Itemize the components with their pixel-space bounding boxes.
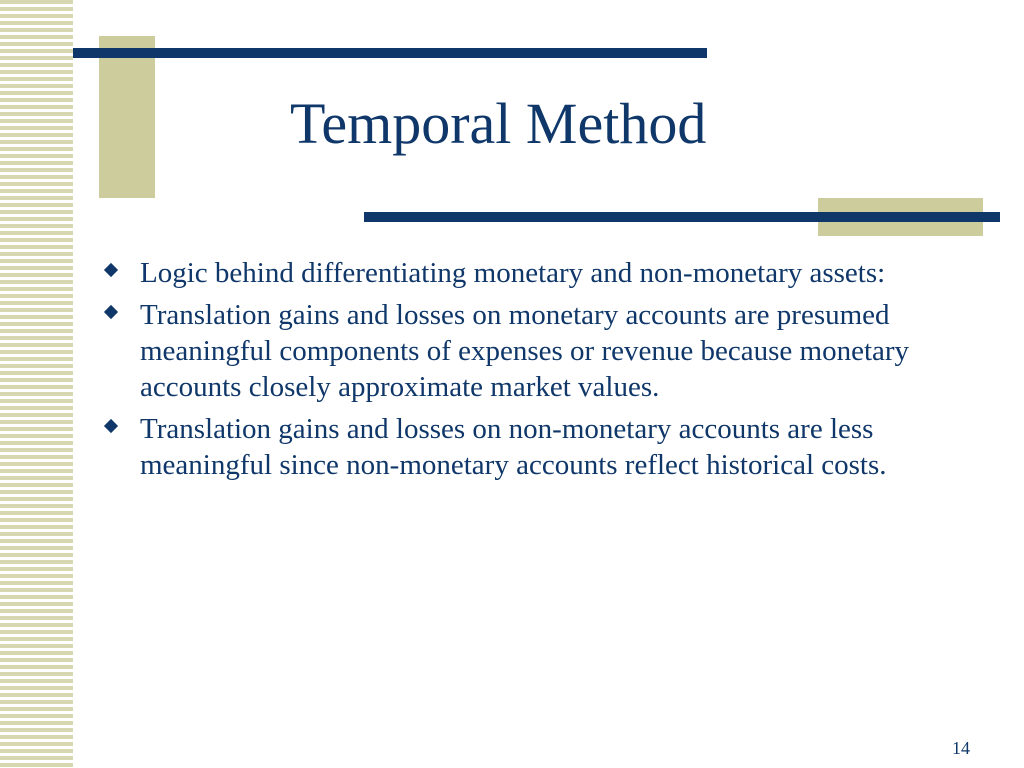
bullet-text: Translation gains and losses on non-monetary accounts are less meaningful since non-monetary accounts reflect historical costs.: [140, 413, 887, 481]
bullet-list: [100, 255, 960, 489]
diamond-bullet-icon: [104, 263, 118, 277]
bullet-text: Logic behind differentiating monetary and non-monetary assets:: [140, 257, 886, 289]
decorative-olive-block-top: [99, 36, 155, 198]
bullet-text: Translation gains and losses on monetary accounts are presumed meaningful components of expenses or revenue because monetary accounts closely approximate market values.: [140, 299, 910, 403]
decorative-navy-bar-top: [73, 48, 707, 58]
bullet-item: [100, 297, 960, 405]
decorative-stripes: [0, 0, 73, 768]
slide-title: Temporal Method: [290, 91, 707, 156]
bullet-item: [100, 411, 960, 483]
diamond-bullet-icon: [104, 305, 118, 319]
page-number: 14: [952, 738, 970, 758]
diamond-bullet-icon: [104, 419, 118, 433]
decorative-navy-bar-bottom: [364, 212, 1000, 222]
bullet-item: [100, 255, 960, 291]
